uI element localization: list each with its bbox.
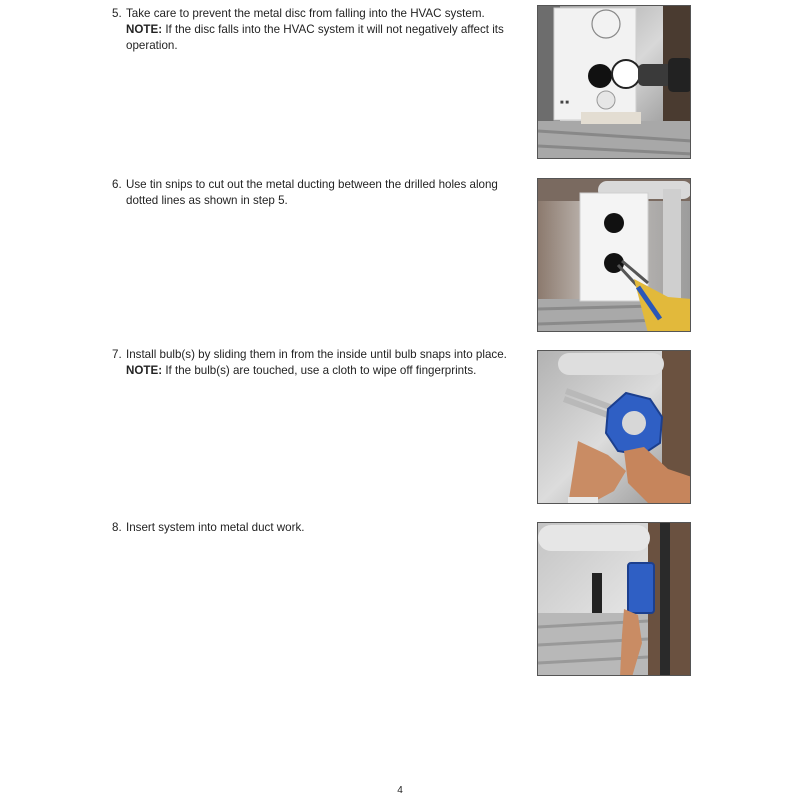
step-7	[112, 347, 512, 379]
drill-cutting-duct-photo	[537, 5, 691, 159]
step-number: 8.	[112, 521, 122, 534]
step-6	[112, 177, 512, 209]
step-text: Take care to prevent the metal disc from falling into the HVAC system. NOTE: If the disc falls into the HVAC system it will not negatively affect its operation.	[126, 7, 504, 52]
note-text: If the bulb(s) are touched, use a cloth to wipe off fingerprints.	[165, 364, 477, 377]
step-number: 5.	[112, 7, 122, 20]
installing-bulbs-photo	[537, 350, 691, 504]
step-5	[112, 6, 512, 54]
svg-text:■ ■: ■ ■	[560, 100, 569, 106]
note-text: If the disc falls into the HVAC system it will not negatively affect its operation.	[126, 23, 504, 52]
step-number: 7.	[112, 348, 122, 361]
step-8	[112, 520, 512, 536]
note-label: NOTE:	[126, 23, 163, 36]
step-text: Insert system into metal duct work.	[126, 521, 305, 534]
note-label: NOTE:	[126, 364, 163, 377]
page-number: 4	[397, 785, 403, 796]
tin-snips-cutting-photo	[537, 178, 691, 332]
step-text: Install bulb(s) by sliding them in from the inside until bulb snaps into place. NOTE: If the bulb(s) are touched, use a cloth to wipe off fingerprints.	[126, 348, 507, 377]
step-number: 6.	[112, 178, 122, 191]
inserting-system-photo	[537, 522, 691, 676]
step-text: Use tin snips to cut out the metal ducting between the drilled holes along dotted lines as shown in step 5.	[126, 178, 498, 207]
